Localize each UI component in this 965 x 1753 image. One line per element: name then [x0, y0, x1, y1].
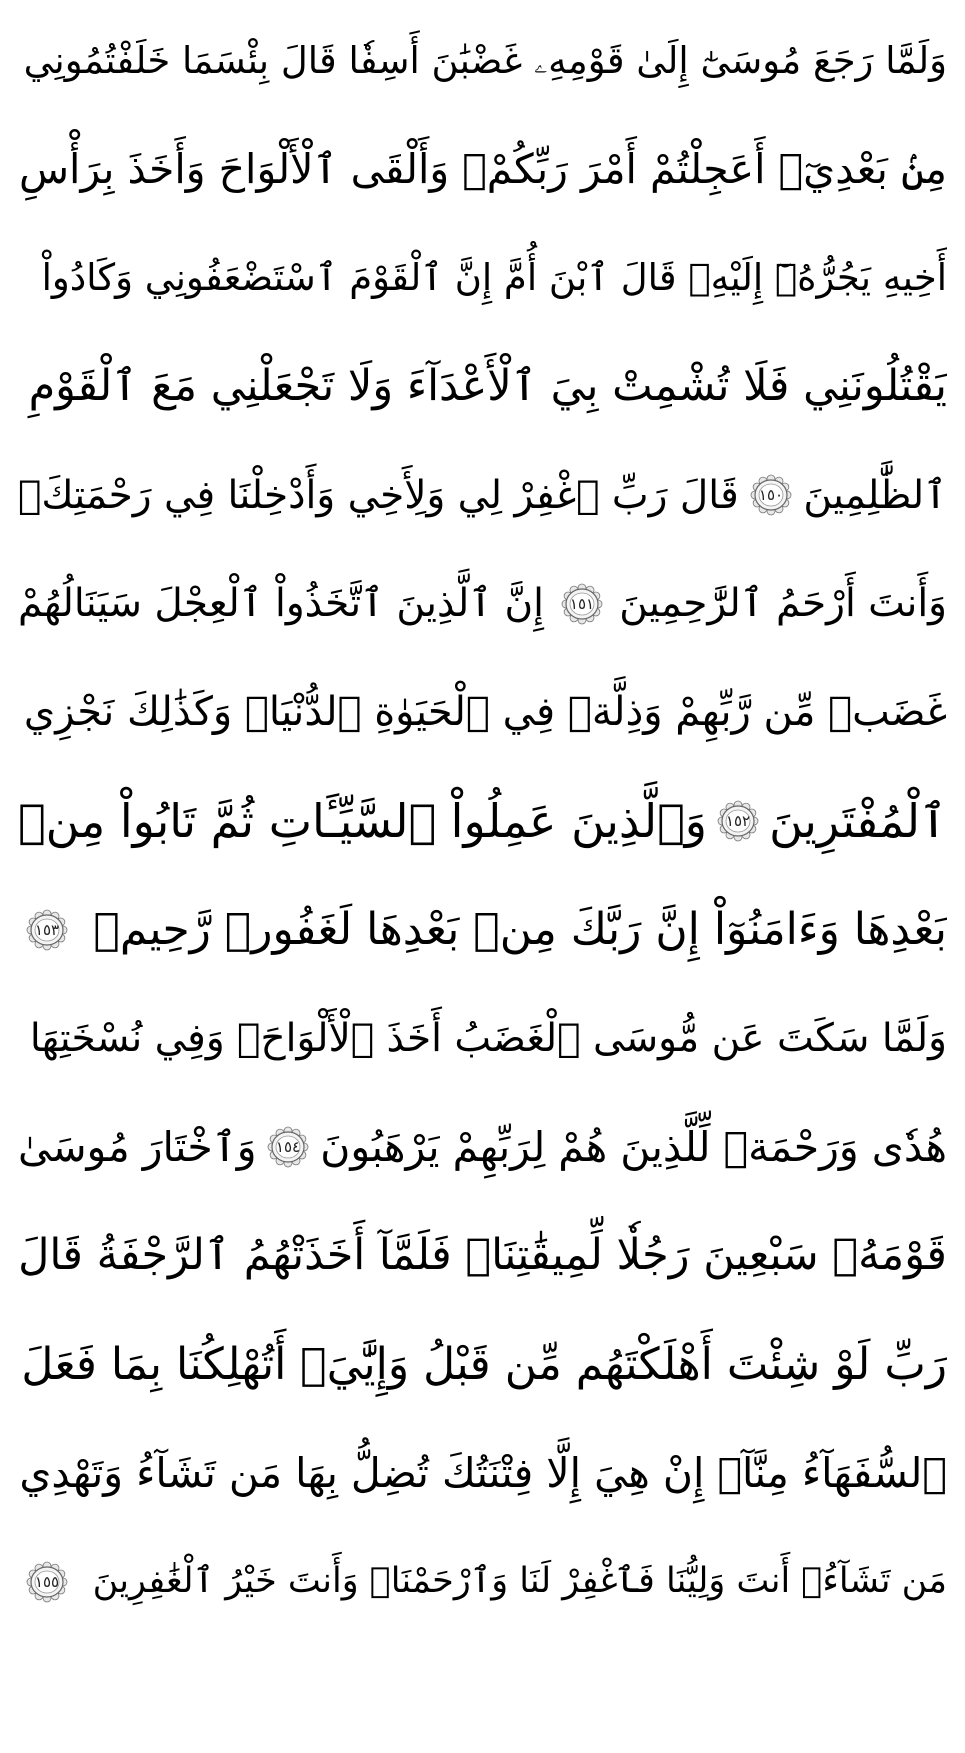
ayah-number: ١٥٢ — [725, 812, 751, 831]
verse-text: ٱلسُّفَهَآءُ مِنَّآۖ إِنْ هِيَ إِلَّا فِتْنَتُكَ تُضِلُّ بِهَا مَن تَشَآءُ وَتَهْدِي — [19, 1448, 947, 1497]
verse-text: رَبِّ لَوْ شِئْتَ أَهْلَكْتَهُم مِّن قَبْلُ وَإِيَّٰيَۖ أَتُهْلِكُنَا بِمَا فَعَلَ — [21, 1338, 947, 1390]
verse-line — [18, 1419, 947, 1528]
verse-line — [18, 658, 947, 767]
ayah-number: ١٥٠ — [758, 486, 784, 505]
verse-text: قَوْمَهُۥ سَبْعِينَ رَجُلٗا لِّمِيقَٰتِنَاۖ فَلَمَّآ أَخَذَتْهُمُ ٱلرَّجْفَةُ قَالَ — [18, 1230, 947, 1281]
ayah-end-marker-icon — [24, 909, 70, 951]
verse-text: غَضَبٞ مِّن رَّبِّهِمْ وَذِلَّةٞ فِي ٱلْحَيَوٰةِ ٱلدُّنْيَاۚ وَكَذَٰلِكَ نَجْزِي — [23, 689, 947, 736]
verse-text: إِنَّ ٱلَّذِينَ ٱتَّخَذُواْ ٱلْعِجْلَ سَيَنَالُهُمْ — [18, 581, 545, 627]
verse-line — [18, 1093, 947, 1202]
verse-line — [18, 1310, 947, 1419]
verse-line — [18, 6, 947, 115]
verse-text: وَلَمَّا سَكَتَ عَن مُّوسَى ٱلْغَضَبُ أَخَذَ ٱلْأَلْوَاحَۖ وَفِي نُسْخَتِهَا — [29, 1016, 947, 1062]
ayah-end-marker-icon — [559, 583, 605, 625]
verse-line — [18, 1528, 947, 1637]
ayah-number: ١٥٣ — [34, 920, 60, 939]
ayah-end-marker-icon — [265, 1126, 311, 1168]
verse-line — [18, 876, 947, 985]
verse-line — [18, 332, 947, 441]
verse-line — [18, 223, 947, 332]
verse-text: وَٱلَّذِينَ عَمِلُواْ ٱلسَّيِّـَٔاتِ ثُمَّ تَابُواْ مِنۢ — [18, 794, 707, 849]
mushaf-page — [18, 6, 947, 1746]
ayah-end-marker-icon — [24, 1561, 70, 1603]
verse-line — [18, 549, 947, 658]
verse-text: وَلَمَّا رَجَعَ مُوسَىٰٓ إِلَىٰ قَوْمِهِۦ غَضْبَٰنَ أَسِفٗا قَالَ بِئْسَمَا خَلَفْتُمُونِي — [23, 38, 947, 82]
verse-text: هُدٗى وَرَحْمَةٞ لِّلَّذِينَ هُمْ لِرَبِّهِمْ يَرْهَبُونَ — [320, 1122, 947, 1171]
ayah-number: ١٥٥ — [34, 1572, 60, 1591]
verse-text: ٱلظَّٰلِمِينَ — [803, 472, 947, 518]
verse-text: قَالَ رَبِّ ٱغْفِرْ لِي وَلِأَخِي وَأَدْخِلْنَا فِي رَحْمَتِكَۖ — [18, 472, 739, 518]
verse-line — [18, 1202, 947, 1311]
verse-text: مَن تَشَآءُۖ أَنتَ وَلِيُّنَا فَٱغْفِرْ لَنَا وَٱرْحَمْنَاۖ وَأَنتَ خَيْرُ ٱلْغَٰفِرِينَ — [92, 1561, 947, 1602]
verse-text: مِنۢ بَعْدِيٓۖ أَعَجِلْتُمْ أَمْرَ رَبِّكُمْۖ وَأَلْقَى ٱلْأَلْوَاحَ وَأَخَذَ بِرَأْسِ — [19, 144, 947, 193]
verse-text: بَعْدِهَا وَءَامَنُوٓاْ إِنَّ رَبَّكَ مِنۢ بَعْدِهَا لَغَفُورٞ رَّحِيمٞ — [93, 903, 947, 955]
verse-line — [18, 767, 947, 876]
verse-text: وَأَنتَ أَرْحَمُ ٱلرَّٰحِمِينَ — [619, 581, 947, 627]
ayah-end-marker-icon — [715, 800, 761, 842]
verse-text: يَقْتُلُونَنِي فَلَا تُشْمِتْ بِيَ ٱلْأَعْدَآءَ وَلَا تَجْعَلْنِي مَعَ ٱلْقَوْمِ — [28, 360, 947, 411]
ayah-end-marker-icon — [748, 474, 794, 516]
verse-text: وَٱخْتَارَ مُوسَىٰ — [18, 1122, 257, 1171]
verse-text: أَخِيهِ يَجُرُّهُۥٓ إِلَيْهِۚ قَالَ ٱبْنَ أُمَّ إِنَّ ٱلْقَوْمَ ٱسْتَضْعَفُونِي وَكَادُواْ — [41, 256, 947, 300]
ayah-number: ١٥١ — [569, 594, 594, 613]
verse-text: ٱلْمُفْتَرِينَ — [769, 794, 947, 849]
verse-line — [18, 984, 947, 1093]
verse-line — [18, 441, 947, 550]
verse-line — [18, 115, 947, 224]
ayah-number: ١٥٤ — [276, 1138, 301, 1157]
